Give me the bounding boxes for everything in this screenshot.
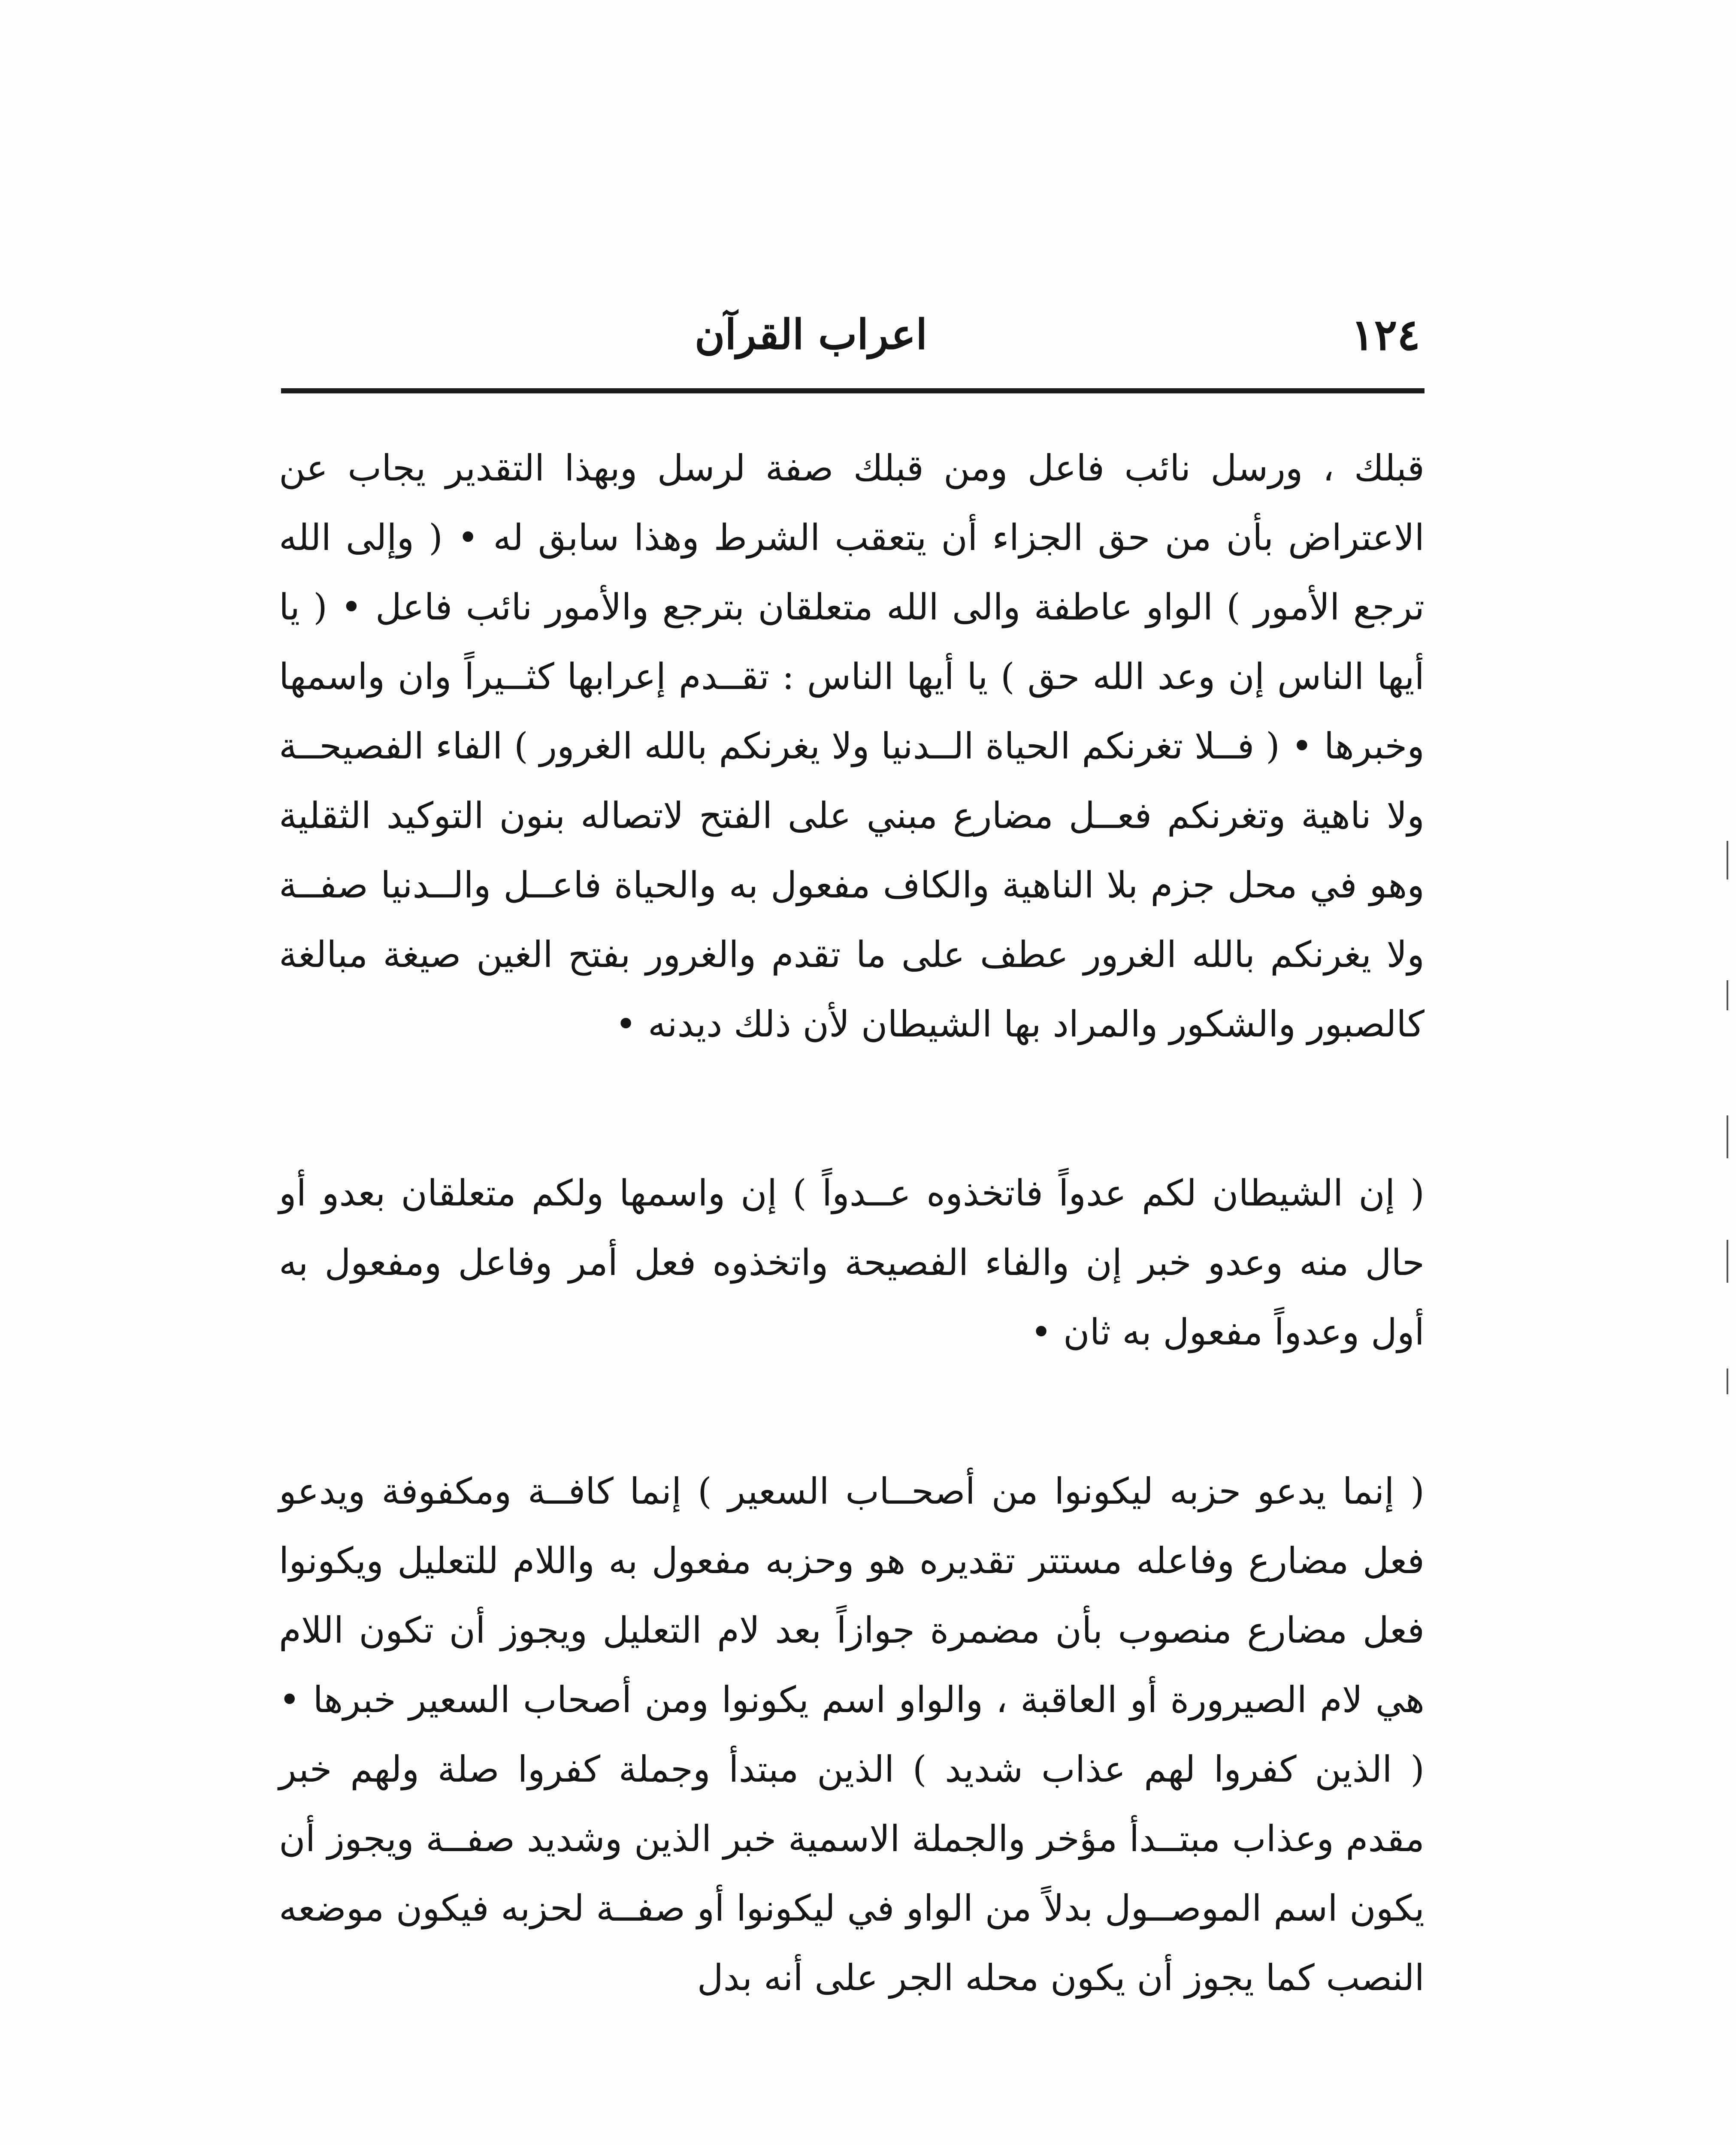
scan-margin-mark: [1727, 980, 1728, 1010]
scan-margin-mark: [1727, 1115, 1728, 1158]
page-header: [283, 296, 1420, 373]
paragraph-2: ( إن الشيطان لكم عدواً فاتخذوه عــدواً ) إن واسمها ولكم متعلقان بعدو أو حال منه وعدو خبر إن والفاء الفصيحة واتخذوه فعل أمر وفاعل ومفعول به أول وعدواً مفعول به ثان •: [279, 1172, 1424, 1353]
scan-margin-mark: [1727, 841, 1728, 879]
running-title: اعراب القرآن: [694, 310, 927, 359]
paragraph-3: ( إنما يدعو حزبه ليكونوا من أصحــاب السعير ) إنما كافــة ومكفوفة ويدعو فعل مضارع وفاعله مستتر تقديره هو وحزبه مفعول به واللام للتعليل ويكونوا فعل مضارع منصوب بأن مضمرة جوازاً بعد لام التعليل ويجوز أن تكون اللام هي لام الصيرورة أو العاقبة ، والواو اسم يكونوا ومن أصحاب السعير خبرها • ( الذين كفروا لهم عذاب شديد ) الذين مبتدأ وجملة كفروا صلة ولهم خبر مقدم وعذاب مبتــدأ مؤخر والجملة الاسمية خبر الذين وشديد صفــة ويجوز أن يكون اسم الموصــول بدلاً من الواو في ليكونوا أو صفــة لحزبه فيكون موضعه النصب كما يجوز أن يكون محله الجر على أنه بدل: [279, 1470, 1424, 1999]
page-number: ١٢٤: [1351, 309, 1420, 360]
scan-margin-mark: [1727, 1369, 1728, 1394]
header-rule: [281, 388, 1424, 393]
paragraph-1: قبلك ، ورسل نائب فاعل ومن قبلك صفة لرسل وبهذا التقدير يجاب عن الاعتراض بأن من حق الجزاء أن يتعقب الشرط وهذا سابق له • ( وإلى الله ترجع الأمور ) الواو عاطفة والى الله متعلقان بترجع والأمور نائب فاعل • ( يا أيها الناس إن وعد الله حق ) يا أيها الناس : تقــدم إعرابها كثــيراً وان واسمها وخبرها • ( فــلا تغرنكم الحياة الــدنيا ولا يغرنكم بالله الغرور ) الفاء الفصيحــة ولا ناهية وتغرنكم فعــل مضارع مبني على الفتح لاتصاله بنون التوكيد الثقلية وهو في محل جزم بلا الناهية والكاف مفعول به والحياة فاعــل والــدنيا صفــة ولا يغرنكم بالله الغرور عطف على ما تقدم والغرور بفتح الغين صيغة مبالغة كالصبور والشكور والمراد بها الشيطان لأن ذلك ديدنه •: [279, 447, 1424, 1045]
scan-margin-mark: [1727, 1240, 1728, 1283]
